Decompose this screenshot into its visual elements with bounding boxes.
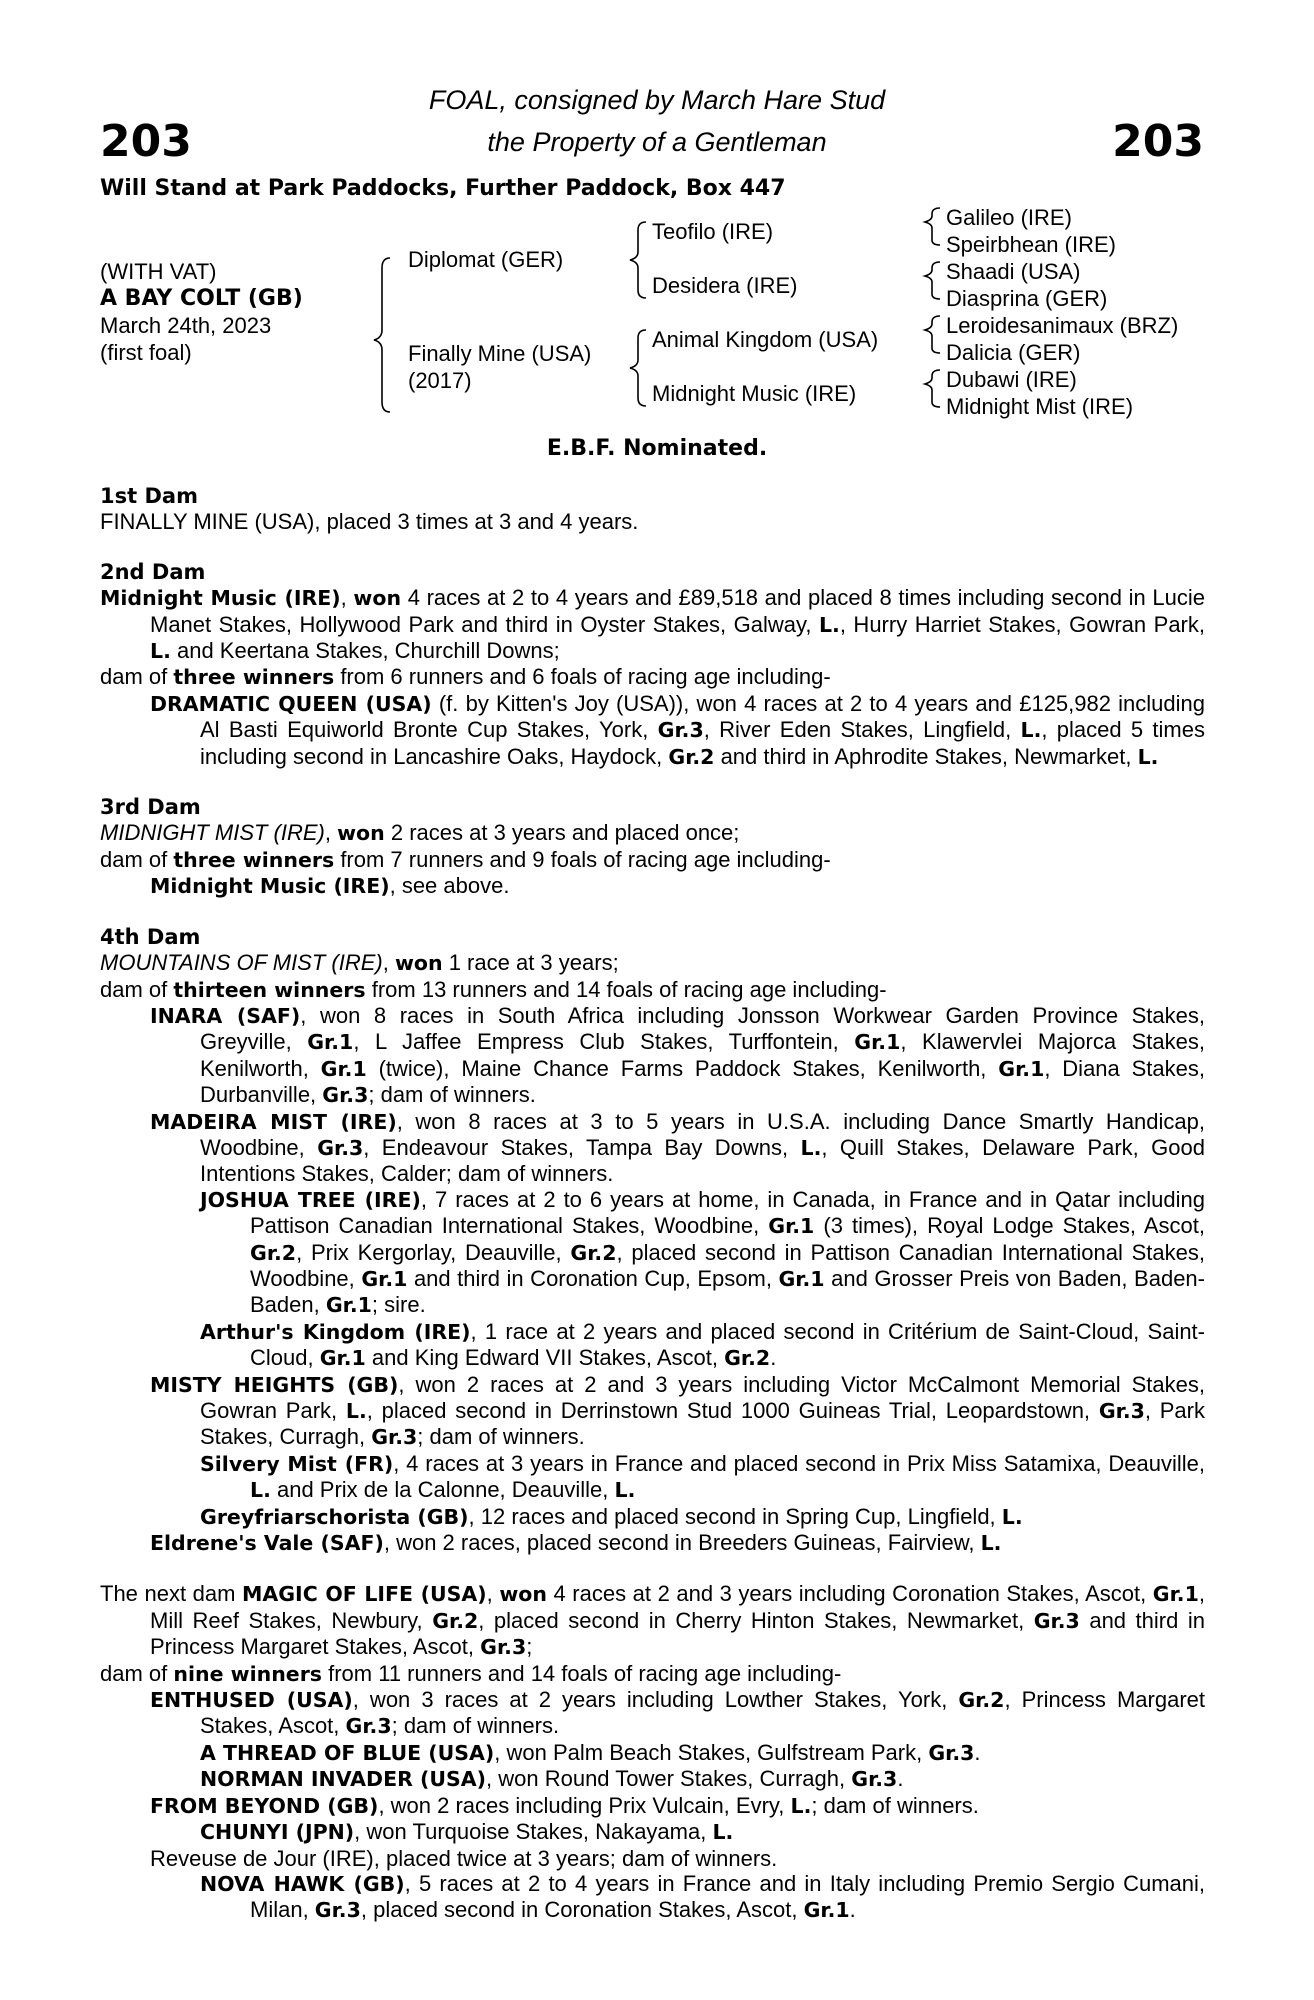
progeny-entry: Arthur's Kingdom (IRE), 1 race at 2 years and placed second in Critérium de Saint-Cloud, Saint-Cloud, Gr.1 and King Edward VII Stakes, Ascot, Gr.2. [200,1318,1205,1371]
next-dam-produce: dam of nine winners from 11 runners and 14 foals of racing age including- [100,1660,842,1686]
progeny-entry: CHUNYI (JPN), won Turquoise Stakes, Nakayama, L. [200,1819,734,1845]
next-dam-record: The next dam MAGIC OF LIFE (USA), won 4 races at 2 and 3 years including Coronation Stakes, Ascot, Gr.1, Mill Reef Stakes, Newbury, Gr.2, placed second in Cherry Hinton Stakes, Newmarket, Gr.3 and third in Princess Margaret Stakes, Ascot, Gr.3; [100,1581,1205,1660]
g3-ancestor: Speirbhean (IRE) [946,232,1116,257]
second-dam-section [100,560,1205,770]
third-dam-section [100,795,1205,900]
g3-ancestor: Dubawi (IRE) [946,367,1077,392]
g3-ancestor: Shaadi (USA) [946,259,1081,284]
fourth-dam-produce: dam of thirteen winners from 13 runners and 14 foals of racing age including- [100,976,887,1002]
vat-note: (WITH VAT) [100,259,217,284]
progeny-entry: JOSHUA TREE (IRE), 7 races at 2 to 6 years at home, in Canada, in France and in Qatar including Pattison Canadian International Stakes, Woodbine, Gr.1 (3 times), Royal Lodge Stakes, Ascot, Gr.2, Prix Kergorlay, Deauville, Gr.2, placed second in Pattison Canadian International Stakes, Woodbine, Gr.1 and third in Coronation Cup, Epsom, Gr.1 and Grosser Preis von Baden, Baden-Baden, Gr.1; sire. [200,1186,1206,1318]
catalogue-notes [100,484,1205,1924]
third-dam-record: MIDNIGHT MIST (IRE), won 2 races at 3 years and placed once; [100,820,740,846]
g3-ancestor: Midnight Mist (IRE) [946,394,1134,419]
sire: Diplomat (GER) [408,247,564,272]
first-dam-text: FINALLY MINE (USA), placed 3 times at 3 and 4 years. [100,509,639,535]
first-foal-note: (first foal) [100,340,192,365]
third-dam-produce: dam of three winners from 7 runners and 9 foals of racing age including- [100,846,831,872]
dam-sire: Animal Kingdom (USA) [652,327,879,352]
progeny-entry: NORMAN INVADER (USA), won Round Tower Stakes, Curragh, Gr.3. [200,1766,904,1792]
horse-name: DRAMATIC QUEEN (USA) [150,691,432,716]
progeny-entry: Eldrene's Vale (SAF), won 2 races, placed second in Breeders Guineas, Fairview, L. [150,1530,1002,1556]
won-label: won [353,586,402,611]
progeny-entry: Greyfriarschorista (GB), 12 races and placed second in Spring Cup, Lingfield, L. [200,1503,1023,1529]
g3-ancestor: Dalicia (GER) [946,340,1081,365]
foaling-date: March 24th, 2023 [100,313,272,338]
lot-number-right: 203 [1112,116,1204,167]
second-dam-heading: 2nd Dam [100,559,206,584]
sire-sire: Teofilo (IRE) [652,219,774,244]
fourth-dam-record: MOUNTAINS OF MIST (IRE), won 1 race at 3 years; [100,950,619,976]
progeny-entry: A THREAD OF BLUE (USA), won Palm Beach Stakes, Gulfstream Park, Gr.3. [200,1739,981,1765]
consignment-line-1: FOAL, consigned by March Hare Stud [428,85,886,115]
progeny-entry: NOVA HAWK (GB), 5 races at 2 to 4 years in France and in Italy including Premio Sergio Cumani, Milan, Gr.3, placed second in Coronation Stakes, Ascot, Gr.1. [200,1870,1205,1923]
next-dam-section [100,1581,1205,1923]
horse-name: Midnight Music (IRE) [100,586,341,611]
dam-foal-year: (2017) [408,368,472,393]
progeny-entry: FROM BEYOND (GB), won 2 races including Prix Vulcain, Evry, L.; dam of winners. [150,1792,979,1818]
progeny-entry: DRAMATIC QUEEN (USA) (f. by Kitten's Joy (USA)), won 4 races at 2 to 4 years and £125,982 including Al Basti Equiworld Bronte Cup Stakes, York, Gr.3, River Eden Stakes, Lingfield, L., placed 5 times including second in Lancashire Oaks, Haydock, Gr.2 and third in Aphrodite Stakes, Newmarket, L. [150,690,1206,769]
stand-info: Will Stand at Park Paddocks, Further Paddock, Box 447 [100,176,786,201]
first-dam-heading: 1st Dam [100,484,198,508]
pedigree-brackets [0,0,1314,440]
progeny-entry: Midnight Music (IRE), see above. [150,873,510,899]
progeny-entry: MADEIRA MIST (IRE), won 8 races at 3 to 5 years in U.S.A. including Dance Smartly Handicap, Woodbine, Gr.3, Endeavour Stakes, Tampa Bay Downs, L., Quill Stakes, Delaware Park, Good Intentions Stakes, Calder; dam of winners. [150,1108,1205,1187]
horse-name: A BAY COLT (GB) [100,286,303,311]
fourth-dam-heading: 4th Dam [100,924,201,949]
progeny-entry: INARA (SAF), won 8 races in South Africa including Jonsson Workwear Garden Province Stakes, Greyville, Gr.1, L Jaffee Empress Club Stakes, Turffontein, Gr.1, Klawervlei Majorca Stakes, Kenilworth, Gr.1 (twice), Maine Chance Farms Paddock Stakes, Kenilworth, Gr.1, Diana Stakes, Durbanville, Gr.3; dam of winners. [150,1002,1206,1108]
progeny-entry: Silvery Mist (FR), 4 races at 3 years in France and placed second in Prix Miss Satamixa, Deauville, L. and Prix de la Calonne, Deauville, L. [200,1450,1205,1503]
first-dam-section [100,484,1205,535]
sire-dam: Desidera (IRE) [652,273,798,298]
progeny-entry: Reveuse de Jour (IRE), placed twice at 3 years; dam of winners. [150,1845,778,1871]
second-dam-produce: dam of three winners from 6 runners and 6 foals of racing age including- [100,664,831,690]
horse-name: MIDNIGHT MIST (IRE) [100,820,325,846]
consignment-line-2: the Property of a Gentleman [487,127,827,157]
horse-name: Midnight Music (IRE) [150,874,390,899]
progeny-entry: ENTHUSED (USA), won 3 races at 2 years including Lowther Stakes, York, Gr.2, Princess Margaret Stakes, Ascot, Gr.3; dam of winners. [150,1687,1205,1739]
g3-ancestor: Leroidesanimaux (BRZ) [946,313,1179,338]
g3-ancestor: Diasprina (GER) [946,286,1108,311]
second-dam-record: Midnight Music (IRE), won 4 races at 2 to 4 years and £89,518 and placed 8 times including second in Lucie Manet Stakes, Hollywood Park and third in Oyster Stakes, Galway, L., Hurry Harriet Stakes, Gowran Park, L. and Keertana Stakes, Churchill Downs; [100,585,1206,664]
horse-name: MOUNTAINS OF MIST (IRE) [100,950,383,976]
third-dam-heading: 3rd Dam [100,795,201,820]
dam: Finally Mine (USA) [408,341,592,366]
progeny-entry: MISTY HEIGHTS (GB), won 2 races at 2 and 3 years including Victor McCalmont Memorial Stakes, Gowran Park, L., placed second in Derrinstown Stud 1000 Guineas Trial, Leopardstown, Gr.3, Park Stakes, Curragh, Gr.3; dam of winners. [150,1371,1205,1450]
dam-dam: Midnight Music (IRE) [652,381,857,406]
lot-number-left: 203 [100,116,192,167]
ebf-nominated: E.B.F. Nominated. [546,436,768,461]
g3-ancestor: Galileo (IRE) [946,205,1072,230]
fourth-dam-section [100,925,1205,1557]
